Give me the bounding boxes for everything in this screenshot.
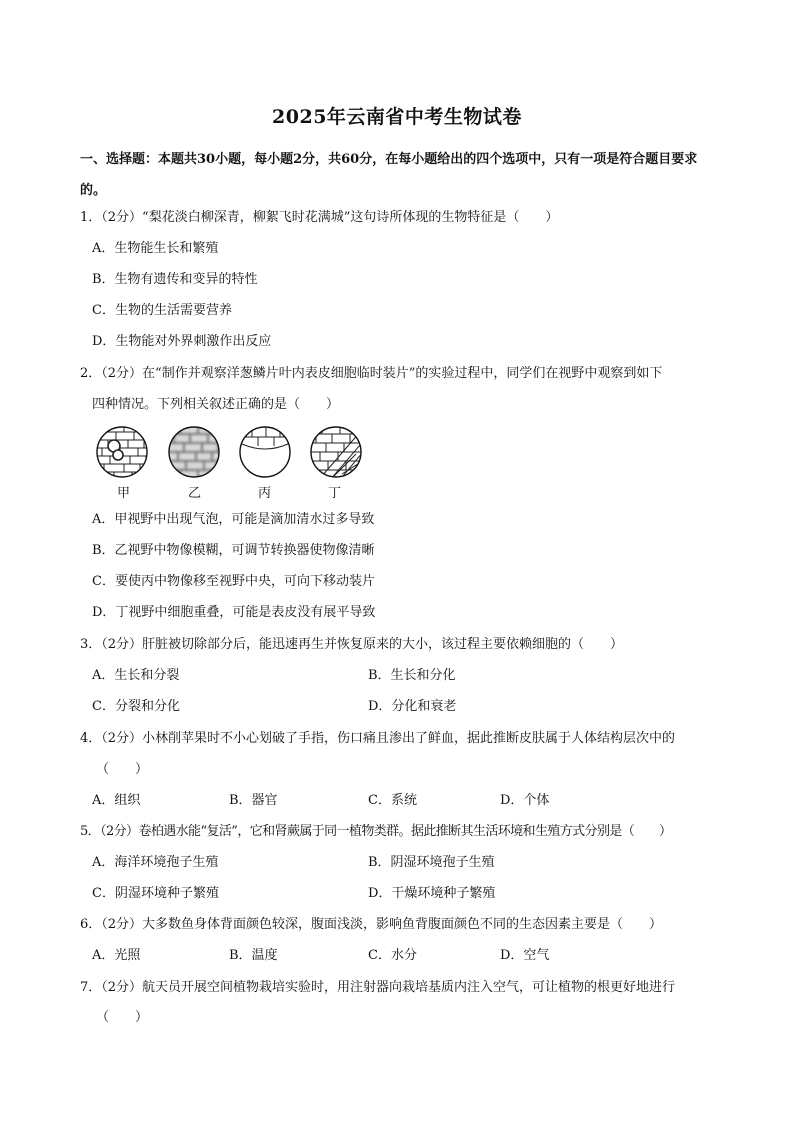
figure-label-bing: 丙: [258, 486, 272, 501]
question-5-stem: [80, 820, 671, 839]
figure-label-yi: 乙: [188, 486, 202, 501]
section-heading: 一、选择题：本题共30小题，每小题2分，共60分，在每小题给出的四个选项中，只有一项是符合题目要求的。: [80, 152, 698, 198]
question-text: （2分）卷柏遇水能“复活”，它和肾蕨属于同一植物类群。据此推断其生活环境和生殖方式分别是（ ）: [100, 824, 672, 839]
view-ding-icon: [308, 424, 364, 484]
question-1-option-d: D．生物能对外界刺激作出反应: [92, 334, 272, 349]
question-1-option-a: A．生物能生长和繁殖: [92, 241, 219, 256]
view-yi-icon: [166, 424, 226, 484]
question-1-stem: [80, 206, 558, 225]
question-6-stem: [80, 913, 662, 932]
question-2-option-c: C．要使丙中物像移至视野中央，可向下移动装片: [92, 574, 375, 589]
question-3-option-c: C．分裂和分化: [92, 699, 180, 714]
question-number: 1．: [80, 210, 102, 225]
question-5-option-b: B．阴湿环境孢子生殖: [368, 855, 495, 870]
view-bing-icon: [240, 427, 290, 477]
question-2-option-d: D．丁视野中细胞重叠，可能是表皮没有展平导致: [92, 605, 376, 620]
microscope-views-figure: [94, 424, 364, 500]
question-text: （2分）肝脏被切除部分后，能迅速再生并恢复原来的大小，该过程主要依赖细胞的（ ）: [101, 637, 624, 652]
question-text: （2分）“梨花淡白柳深青，柳絮飞时花满城”这句诗所体现的生物特征是（ ）: [101, 210, 559, 225]
question-3-option-d: D．分化和衰老: [368, 699, 457, 714]
question-1-option-b: B．生物有遗传和变异的特性: [92, 272, 258, 287]
question-text: （2分）大多数鱼身体背面颜色较深，腹面浅淡，影响鱼背腹面颜色不同的生态因素主要是（ ）: [101, 917, 663, 932]
question-4-option-b: B．器官: [229, 793, 278, 808]
question-7-stem-continued: （ ）: [96, 1010, 149, 1025]
question-text: （2分）在“制作并观察洋葱鳞片叶内表皮细胞临时装片”的实验过程中，同学们在视野中观察到如下: [101, 366, 663, 381]
question-3-option-a: A．生长和分裂: [92, 668, 180, 683]
question-6-option-b: B．温度: [229, 948, 278, 963]
question-number: 6．: [80, 917, 102, 932]
question-number: 7．: [80, 980, 102, 995]
question-number: 3．: [80, 637, 102, 652]
question-4-stem-continued: （ ）: [96, 762, 149, 777]
question-6-option-d: D．空气: [500, 948, 550, 963]
question-2-stem-continued: 四种情况。下列相关叙述正确的是（ ）: [92, 397, 340, 412]
question-text: （2分）小林削苹果时不小心划破了手指，伤口痛且渗出了鲜血，据此推断皮肤属于人体结构层次中的: [101, 731, 676, 746]
figure-label-ding: 丁: [328, 486, 342, 501]
question-number: 2．: [80, 366, 102, 381]
figure-label-jia: 甲: [117, 486, 131, 501]
question-4-option-d: D．个体: [500, 793, 550, 808]
question-4-stem: [80, 727, 675, 746]
question-5-option-d: D．干燥环境种子繁殖: [368, 886, 496, 901]
exam-title: 2025年云南省中考生物试卷: [272, 106, 522, 128]
question-3-option-b: B．生长和分化: [368, 668, 456, 683]
question-5-option-c: C．阴湿环境种子繁殖: [92, 886, 219, 901]
question-4-option-c: C．系统: [368, 793, 417, 808]
question-6-option-a: A．光照: [92, 948, 141, 963]
question-2-stem: [80, 362, 662, 381]
question-4-option-a: A．组织: [92, 793, 141, 808]
question-7-stem: [80, 976, 675, 995]
view-jia-icon: [94, 424, 154, 480]
question-text: （2分）航天员开展空间植物栽培实验时，用注射器向栽培基质内注入空气，可让植物的根更好地进行: [101, 980, 676, 995]
question-6-option-c: C．水分: [368, 948, 417, 963]
question-2-option-b: B．乙视野中物像模糊，可调节转换器使物像清晰: [92, 543, 375, 558]
question-number: 5．: [80, 824, 101, 839]
question-1-option-c: C．生物的生活需要营养: [92, 303, 232, 318]
question-number: 4．: [80, 731, 102, 746]
question-5-option-a: A．海洋环境孢子生殖: [92, 855, 219, 870]
question-2-option-a: A．甲视野中出现气泡，可能是滴加清水过多导致: [92, 512, 375, 527]
question-3-stem: [80, 633, 623, 652]
